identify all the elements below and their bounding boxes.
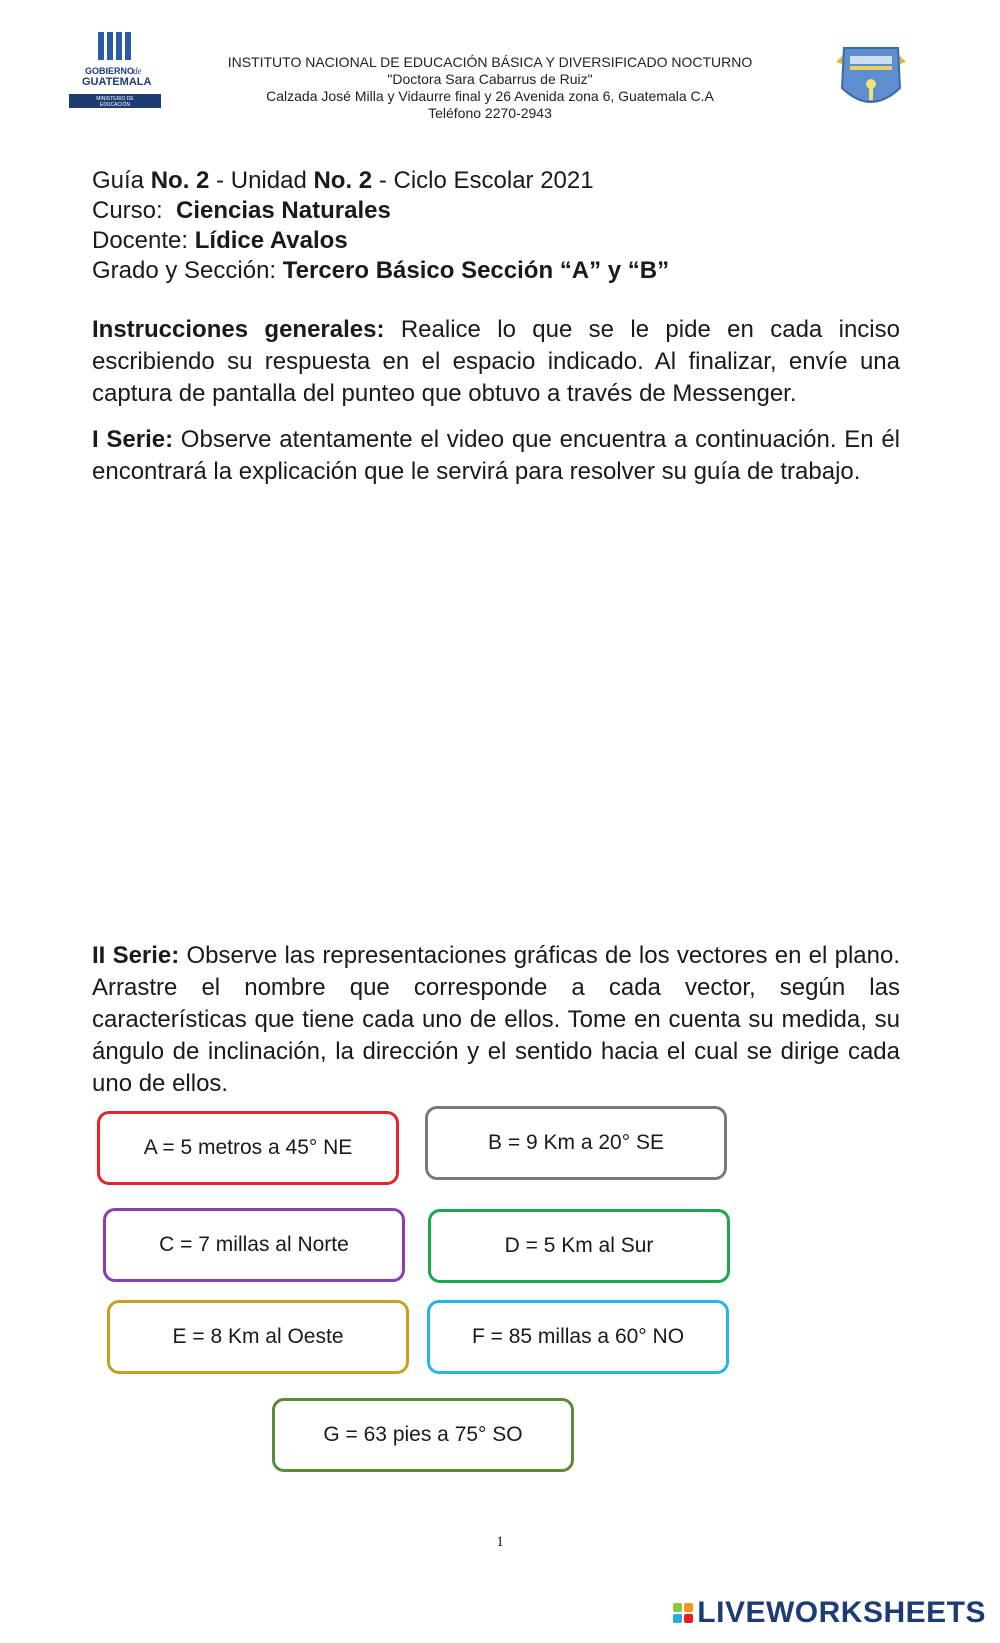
logo-text-gobierno: GOBIERNO (85, 66, 135, 76)
vector-label-e: E = 8 Km al Oeste (172, 1325, 344, 1348)
curso-line (92, 196, 669, 226)
vector-card-a[interactable] (97, 1111, 399, 1185)
vector-card-d[interactable] (428, 1209, 730, 1283)
curso-value: Ciencias Naturales (176, 197, 391, 224)
ciclo-escolar: - Ciclo Escolar 2021 (378, 167, 594, 194)
separator: - (216, 167, 225, 194)
docente-line (92, 226, 669, 256)
page-number: 1 (496, 1534, 504, 1550)
vector-card-e[interactable] (107, 1300, 409, 1374)
grado-line (92, 256, 669, 286)
guia-number: No. 2 (150, 167, 210, 194)
institution-header (180, 54, 800, 122)
unidad-label: Unidad (230, 167, 307, 194)
guide-info (92, 166, 669, 286)
school-shield-logo (830, 40, 912, 118)
vector-card-f[interactable] (427, 1300, 729, 1374)
vector-label-c: C = 7 millas al Norte (159, 1233, 349, 1256)
vector-label-f: F = 85 millas a 60° NO (471, 1325, 685, 1348)
logo-text-de: de (133, 66, 142, 76)
grado-value: Tercero Básico Sección “A” y “B” (282, 257, 670, 284)
vector-label-g: G = 63 pies a 75° SO (323, 1423, 523, 1446)
institution-name: INSTITUTO NACIONAL DE EDUCACIÓN BÁSICA Y DIVERSIFICADO NOCTURNO (227, 54, 753, 70)
docente-label: Docente: (92, 227, 189, 254)
liveworksheets-wordmark: LIVEWORKSHEETS (697, 1596, 986, 1629)
school-address: Calzada José Milla y Vidaurre final y 26 Avenida zona 6, Guatemala C.A (266, 88, 714, 104)
instructions-label: Instrucciones generales: (92, 316, 385, 343)
liveworksheets-logo (673, 1596, 986, 1630)
serie-2-instructions (92, 940, 900, 1100)
logo-text-educacion: EDUCACIÓN (99, 102, 131, 108)
unidad-number: No. 2 (313, 167, 373, 194)
serie-1-label: I Serie: (92, 426, 174, 453)
vector-label-b: B = 9 Km a 20° SE (488, 1131, 664, 1154)
serie-1-instructions (92, 424, 900, 488)
guia-label: Guía (92, 167, 145, 194)
logo-text-ministerio: MINISTERIO DE (96, 96, 134, 102)
vector-card-c[interactable] (103, 1208, 405, 1282)
vector-card-b[interactable] (425, 1106, 727, 1180)
docente-value: Lídice Avalos (194, 227, 348, 254)
guide-line (92, 166, 669, 196)
vector-label-d: D = 5 Km al Sur (504, 1234, 654, 1257)
serie-1-text: Observe atentamente el video que encuentra a continuación. En él encontrará la explicación que le servirá para resolver su guía de trabajo. (92, 426, 900, 485)
curso-label: Curso: (92, 197, 163, 224)
vector-label-a: A = 5 metros a 45° NE (143, 1136, 353, 1159)
liveworksheets-icon (673, 1603, 693, 1623)
vector-card-g[interactable] (272, 1398, 574, 1472)
serie-2-text: Observe las representaciones gráficas de los vectores en el plano. Arrastre el nombre que corresponde a cada vector, según las características que tiene cada uno de ellos. Tome en cuenta su medida, su ángulo de inclinación, la dirección y el sentido hacia el cual se dirige cada uno de ellos. (92, 942, 900, 1097)
instructions-text: Realice lo que se le pide en cada inciso escribiendo su respuesta en el espacio indicado. Al finalizar, envíe una captura de pantalla del punteo que obtuvo a través de Messenger. (92, 316, 900, 407)
school-name: "Doctora Sara Cabarrus de Ruiz" (387, 71, 593, 87)
serie-2-label: II Serie: (92, 942, 180, 969)
grado-label: Grado y Sección: (92, 257, 277, 284)
logo-text-guatemala: GUATEMALA (82, 76, 152, 88)
gobierno-guatemala-logo (69, 30, 165, 114)
school-phone: Teléfono 2270-2943 (428, 105, 552, 121)
general-instructions (92, 314, 900, 410)
